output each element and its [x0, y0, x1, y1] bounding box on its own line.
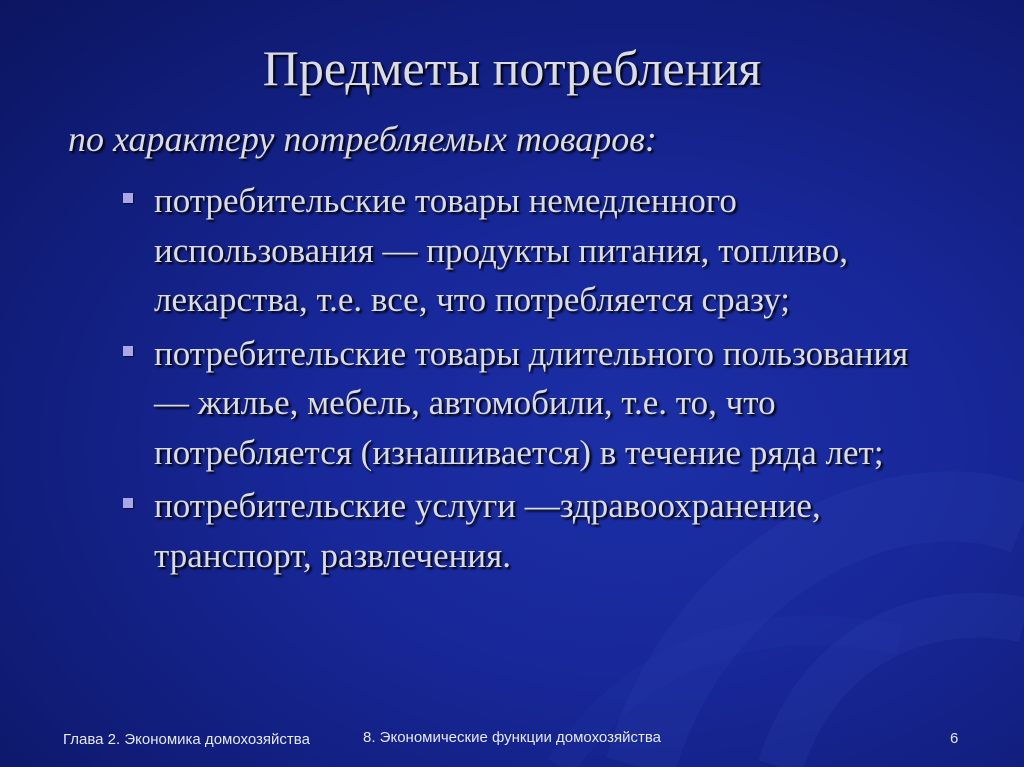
slide-number: 6 — [950, 730, 959, 747]
slide-subtitle: по характеру потребляемых товаров: — [68, 119, 657, 159]
bullet-text: потребительские товары длительного пользования — жилье, мебель, автомобили, т.е. то, что потребляется (изнашивается) в течение ряда лет; — [154, 333, 909, 472]
bullet-item — [122, 176, 942, 325]
footer-section: 8. Экономические функции домохозяйства — [363, 729, 661, 746]
footer-chapter: Глава 2. Экономика домохозяйства — [63, 731, 310, 748]
bullet-item — [122, 329, 942, 478]
square-bullet-icon — [123, 346, 133, 356]
bullet-text: потребительские товары немедленного использования — продукты питания, топливо, лекарства, т.е. все, что потребляется сразу; — [154, 181, 848, 319]
bullet-item — [122, 481, 942, 580]
bullet-text: потребительские услуги —здравоохранение, транспорт, развлечения. — [154, 486, 821, 575]
bullet-list — [122, 176, 942, 584]
square-bullet-icon — [123, 193, 133, 203]
square-bullet-icon — [123, 498, 133, 508]
slide-title: Предметы потребления — [262, 40, 762, 96]
